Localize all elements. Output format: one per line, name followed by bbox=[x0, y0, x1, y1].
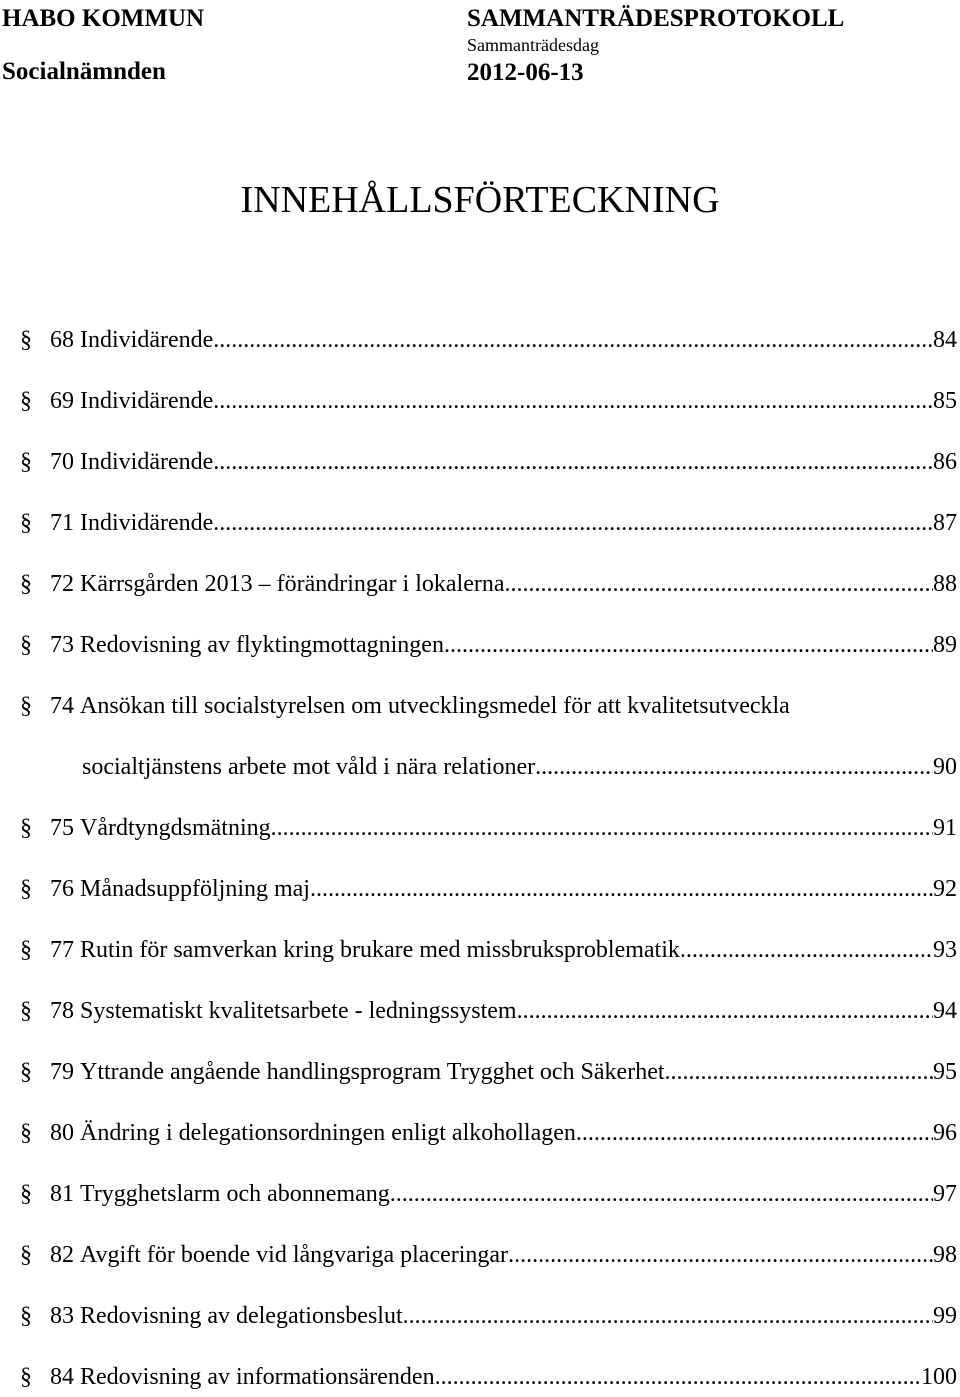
toc-entry-number: 83 bbox=[50, 1303, 74, 1329]
toc-entry[interactable] bbox=[20, 630, 957, 660]
section-symbol: § bbox=[20, 388, 32, 414]
section-symbol: § bbox=[20, 449, 32, 475]
toc-entry-title: Redovisning av informationsärenden bbox=[80, 1364, 435, 1390]
toc-entry-title: Kärrsgården 2013 – förändringar i lokalerna bbox=[80, 571, 505, 597]
toc-entry-title: Individärende bbox=[80, 449, 214, 475]
toc-entry-title: Avgift för boende vid långvariga placeringar bbox=[80, 1242, 509, 1268]
toc-entry-title: Rutin för samverkan kring brukare med missbruksproblematik bbox=[80, 937, 680, 963]
toc-entry-page: 88 bbox=[933, 571, 957, 597]
toc-entry-title: Yttrande angående handlingsprogram Trygghet och Säkerhet bbox=[80, 1059, 665, 1085]
toc-entry-number: 71 bbox=[50, 510, 74, 536]
toc-entry-page: 99 bbox=[933, 1303, 957, 1329]
section-symbol: § bbox=[20, 510, 32, 536]
dot-leader bbox=[213, 386, 933, 416]
organization-name: HABO KOMMUN bbox=[2, 5, 205, 32]
toc-entry[interactable] bbox=[20, 996, 957, 1026]
dot-leader bbox=[213, 508, 933, 538]
toc-entry-number: 77 bbox=[50, 937, 74, 963]
toc-entry-page: 92 bbox=[933, 876, 957, 902]
toc-entry[interactable] bbox=[20, 874, 957, 904]
toc-entry[interactable] bbox=[20, 325, 957, 355]
toc-entry[interactable] bbox=[20, 1240, 957, 1270]
section-symbol: § bbox=[20, 876, 32, 902]
section-symbol: § bbox=[20, 1303, 32, 1329]
toc-entry[interactable] bbox=[20, 569, 957, 599]
section-symbol: § bbox=[20, 1059, 32, 1085]
toc-entry-page: 97 bbox=[933, 1181, 957, 1207]
toc-entry-title: Individärende bbox=[80, 388, 214, 414]
toc-entry-number: 69 bbox=[50, 388, 74, 414]
section-symbol: § bbox=[20, 937, 32, 963]
section-symbol: § bbox=[20, 571, 32, 597]
toc-entry-page: 100 bbox=[921, 1364, 957, 1390]
toc-entry-page: 98 bbox=[933, 1242, 957, 1268]
toc-entry-number: 74 bbox=[50, 693, 74, 719]
toc-entry-page: 91 bbox=[933, 815, 957, 841]
dot-leader bbox=[271, 813, 933, 843]
committee-name: Socialnämnden bbox=[2, 58, 166, 85]
meeting-date: 2012-06-13 bbox=[467, 59, 584, 86]
toc-entry[interactable] bbox=[20, 691, 957, 721]
toc-entry-number: 79 bbox=[50, 1059, 74, 1085]
toc-entry-continuation[interactable] bbox=[82, 752, 957, 782]
toc-entry-title: Ansökan till socialstyrelsen om utvecklingsmedel för att kvalitetsutveckla bbox=[80, 693, 790, 719]
toc-entry-number: 68 bbox=[50, 327, 74, 353]
toc-entry-title-continuation: socialtjänstens arbete mot våld i nära relationer bbox=[82, 754, 536, 780]
toc-entry[interactable] bbox=[20, 1118, 957, 1148]
section-symbol: § bbox=[20, 815, 32, 841]
toc-entry-title: Systematiskt kvalitetsarbete - ledningssystem bbox=[80, 998, 517, 1024]
section-symbol: § bbox=[20, 327, 32, 353]
dot-leader bbox=[310, 874, 933, 904]
dot-leader bbox=[435, 1362, 921, 1392]
dot-leader bbox=[517, 996, 933, 1026]
toc-entry-number: 76 bbox=[50, 876, 74, 902]
toc-entry[interactable] bbox=[20, 508, 957, 538]
dot-leader bbox=[444, 630, 933, 660]
toc-entry-page: 84 bbox=[933, 327, 957, 353]
toc-entry-title: Redovisning av delegationsbeslut bbox=[80, 1303, 403, 1329]
dot-leader bbox=[213, 325, 933, 355]
toc-entry-title: Vårdtyngdsmätning bbox=[80, 815, 271, 841]
toc-entry-number: 78 bbox=[50, 998, 74, 1024]
toc-entry-title: Individärende bbox=[80, 510, 214, 536]
toc-entry-page: 93 bbox=[933, 937, 957, 963]
toc-entry-title: Individärende bbox=[80, 327, 214, 353]
section-symbol: § bbox=[20, 998, 32, 1024]
section-symbol: § bbox=[20, 1120, 32, 1146]
toc-entry[interactable] bbox=[20, 813, 957, 843]
document-type: SAMMANTRÄDESPROTOKOLL bbox=[467, 5, 845, 32]
toc-entry-title: Trygghetslarm och abonnemang bbox=[80, 1181, 390, 1207]
dot-leader bbox=[680, 935, 933, 965]
section-symbol: § bbox=[20, 1181, 32, 1207]
meeting-date-label: Sammanträdesdag bbox=[467, 35, 599, 55]
toc-entry[interactable] bbox=[20, 1179, 957, 1209]
toc-entry-title: Ändring i delegationsordningen enligt alkohollagen bbox=[80, 1120, 576, 1146]
toc-entry-number: 84 bbox=[50, 1364, 74, 1390]
toc-entry-page: 94 bbox=[933, 998, 957, 1024]
toc-entry-number: 73 bbox=[50, 632, 74, 658]
dot-leader bbox=[508, 1240, 933, 1270]
toc-entry-number: 70 bbox=[50, 449, 74, 475]
section-symbol: § bbox=[20, 1364, 32, 1390]
toc-entry-title: Månadsuppföljning maj bbox=[80, 876, 310, 902]
toc-entry[interactable] bbox=[20, 935, 957, 965]
toc-title: INNEHÅLLSFÖRTECKNING bbox=[240, 179, 720, 221]
section-symbol: § bbox=[20, 632, 32, 658]
toc-entry-title: Redovisning av flyktingmottagningen bbox=[80, 632, 444, 658]
dot-leader bbox=[576, 1118, 933, 1148]
dot-leader bbox=[390, 1179, 933, 1209]
toc-entry-number: 75 bbox=[50, 815, 74, 841]
toc-entry[interactable] bbox=[20, 447, 957, 477]
dot-leader bbox=[535, 752, 933, 782]
toc-entry-page: 95 bbox=[933, 1059, 957, 1085]
toc-entry[interactable] bbox=[20, 1301, 957, 1331]
section-symbol: § bbox=[20, 1242, 32, 1268]
section-symbol: § bbox=[20, 693, 32, 719]
toc-entry-number: 82 bbox=[50, 1242, 74, 1268]
toc-entry[interactable] bbox=[20, 386, 957, 416]
toc-entry-number: 72 bbox=[50, 571, 74, 597]
toc-entry-page: 89 bbox=[933, 632, 957, 658]
toc-entry-page: 86 bbox=[933, 449, 957, 475]
toc-entry-page: 96 bbox=[933, 1120, 957, 1146]
toc-entry-page: 90 bbox=[933, 754, 957, 780]
toc-entry-number: 81 bbox=[50, 1181, 74, 1207]
toc-entry[interactable] bbox=[20, 1362, 957, 1392]
toc-entry-page: 87 bbox=[933, 510, 957, 536]
dot-leader bbox=[505, 569, 934, 599]
dot-leader bbox=[213, 447, 933, 477]
toc-entry-page: 85 bbox=[933, 388, 957, 414]
toc-entry-number: 80 bbox=[50, 1120, 74, 1146]
dot-leader bbox=[665, 1057, 933, 1087]
toc-entry[interactable] bbox=[20, 1057, 957, 1087]
dot-leader bbox=[403, 1301, 933, 1331]
